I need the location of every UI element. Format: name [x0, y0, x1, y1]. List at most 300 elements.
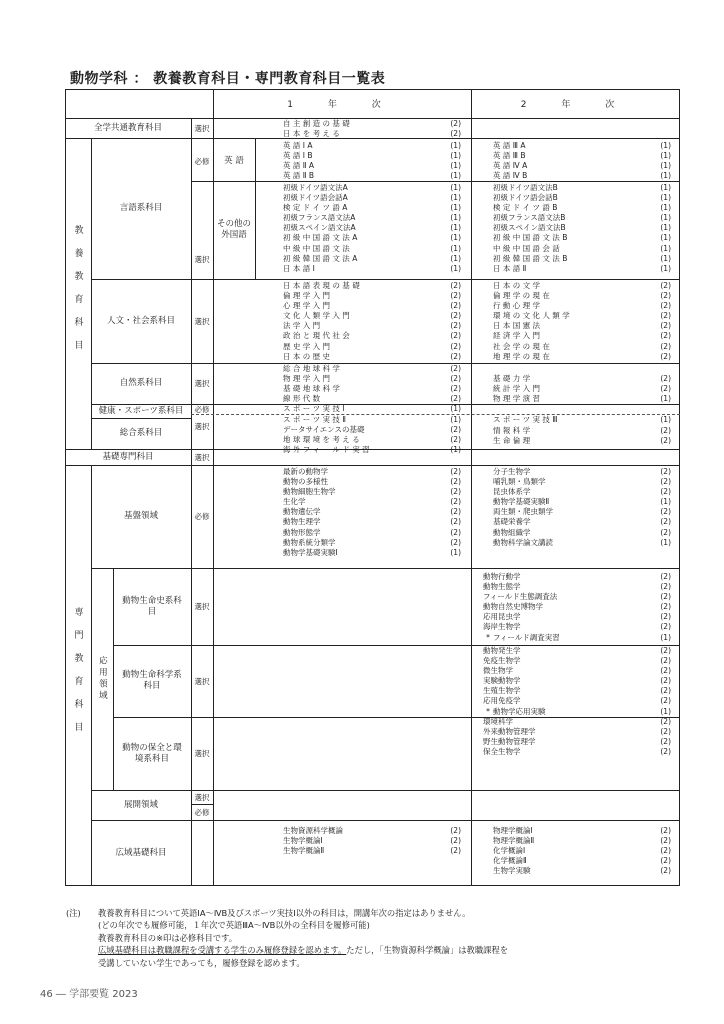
course-credit: (2) — [450, 497, 461, 507]
sub-divider — [255, 138, 256, 279]
course-credit: (2) — [450, 527, 461, 537]
course-row — [483, 686, 671, 696]
list-sogo-y1 — [283, 425, 461, 455]
course-credit: (2) — [450, 487, 461, 497]
course-credit: (2) — [660, 727, 671, 737]
list-kiban-y1 — [283, 467, 461, 558]
label-jinbun: 人文・社会系科目 — [106, 315, 175, 326]
course-row — [283, 507, 461, 517]
tag-sentaku: 選択 — [194, 379, 210, 388]
course-name: 英 語 Ⅱ A — [283, 161, 314, 171]
note-line: 教養教育科目について英語ⅠA～ⅣB及びスポーツ実技Ⅰ以外の科目は，開講年次の指定はありません。 — [98, 908, 471, 918]
course-name: 中 級 中 国 語 文 法 — [283, 243, 350, 253]
col-divider-years — [471, 89, 472, 886]
label-oyo: 応用領域 — [97, 656, 108, 702]
course-row — [283, 487, 461, 497]
course-credit: (2) — [660, 622, 671, 632]
course-credit: (1) — [450, 415, 461, 424]
tag-sentaku: 選択 — [194, 452, 210, 462]
course-credit: (2) — [450, 301, 461, 311]
course-credit: (2) — [660, 737, 671, 747]
course-credit: (2) — [660, 301, 671, 311]
list-koiki-y2 — [493, 826, 671, 876]
course-name: 情 報 科 学 — [493, 426, 531, 435]
course-row — [283, 244, 461, 254]
course-row — [283, 311, 461, 321]
course-row — [493, 528, 671, 538]
course-name: 英 語 Ⅳ B — [493, 171, 528, 181]
label-koiki: 広域基礎科目 — [115, 847, 167, 858]
course-name: 社 会 学 の 現 在 — [493, 341, 550, 351]
note-underlined: 広域基礎科目は教職課程を受講する学生のみ履修登録を認めます。 — [98, 945, 347, 956]
course-row — [283, 836, 461, 846]
label-kenko: 健康・スポーツ系科目 — [98, 405, 184, 416]
course-row — [283, 497, 461, 507]
course-row — [283, 129, 461, 139]
course-row — [493, 426, 671, 436]
list-kenko-sentaku-y2 — [493, 415, 671, 425]
course-row — [493, 436, 671, 446]
course-name: 初級ドイツ語会話A — [283, 193, 348, 203]
course-name: 実験動物学 — [483, 676, 521, 686]
list-shizen-y1 — [283, 364, 461, 404]
note-line: 受講していない学生であっても，履修登録を認めます。 — [98, 957, 305, 968]
course-name: 生化学 — [283, 497, 306, 507]
course-table — [65, 89, 680, 886]
course-row — [493, 836, 671, 846]
required-mark: * — [486, 632, 490, 642]
tag-sentaku: 選択 — [194, 254, 210, 264]
course-credit: (1) — [660, 161, 671, 171]
course-name: 生物資源科学概論 — [283, 826, 343, 835]
course-credit: (2) — [450, 374, 461, 384]
course-credit: (2) — [660, 602, 671, 612]
course-credit: (2) — [660, 846, 671, 856]
course-credit: (1) — [450, 243, 461, 253]
course-name: 経 済 学 入 門 — [493, 331, 541, 341]
course-name: 日 本 の 歴 史 — [283, 351, 331, 361]
label-seimeishi: 動物生命史系科目 — [122, 595, 182, 617]
course-row — [493, 517, 671, 527]
course-credit: (2) — [450, 826, 461, 835]
course-name: 動物発生学 — [483, 646, 521, 655]
list-seimeikagaku-y2 — [483, 646, 671, 717]
course-credit: (2) — [450, 281, 461, 290]
course-row — [493, 415, 671, 425]
course-row — [283, 203, 461, 213]
course-row — [493, 846, 671, 856]
list-kiban-y2 — [493, 467, 671, 548]
label-kiban: 基盤領域 — [123, 511, 158, 522]
course-name: 初級ドイツ語会話B — [493, 193, 558, 203]
course-name: 両生類・爬虫類学 — [493, 507, 553, 517]
course-credit: (1) — [450, 223, 461, 233]
course-name: 動物の多様性 — [283, 477, 328, 487]
course-row — [483, 737, 671, 747]
course-row — [283, 548, 461, 558]
page-title: 動物学科 ： 教養教育科目・専門教育科目一覧表 — [70, 71, 386, 87]
course-name: 海 外 フ ィ ー ル ド 実 習 — [283, 445, 370, 455]
course-row — [493, 203, 671, 213]
course-credit: (2) — [450, 119, 461, 128]
course-name: ス ポ ー ツ 実 技 Ⅰ — [283, 404, 345, 413]
course-credit: (2) — [660, 311, 671, 321]
course-name: 分子生物学 — [493, 467, 531, 476]
course-credit: (2) — [660, 507, 671, 517]
course-row — [493, 497, 671, 507]
course-row — [283, 528, 461, 538]
course-row — [283, 223, 461, 233]
course-name: 基礎栄養学 — [493, 517, 531, 527]
course-credit: (1) — [660, 243, 671, 253]
course-row — [283, 264, 461, 274]
course-credit: (2) — [450, 311, 461, 321]
course-name: 初 級 韓 国 語 文 法 A — [283, 253, 358, 263]
course-credit: (2) — [450, 507, 461, 517]
course-credit: (2) — [660, 592, 671, 602]
course-name: 保全生物学 — [483, 747, 521, 757]
course-credit: (1) — [660, 141, 671, 150]
list-kenko-sentaku-y1 — [283, 415, 461, 425]
tag-hisshu: 必修 — [194, 404, 210, 414]
course-credit: (1) — [660, 151, 671, 161]
course-row — [283, 425, 461, 435]
tag-hisshu: 必修 — [194, 512, 210, 521]
course-credit: (2) — [660, 281, 671, 290]
course-name: 初級フランス語文法A — [283, 213, 356, 223]
course-row — [283, 213, 461, 223]
course-row — [283, 517, 461, 527]
course-credit: (1) — [450, 183, 461, 192]
course-credit: (2) — [660, 331, 671, 341]
course-row — [493, 281, 671, 291]
course-credit: (2) — [450, 517, 461, 527]
course-credit: (2) — [660, 656, 671, 666]
course-name: 英 語 Ⅳ A — [493, 161, 528, 171]
course-name: 生物学概論Ⅰ — [283, 836, 323, 846]
course-name: フィールド生態調査法 — [483, 592, 558, 602]
course-row — [283, 364, 461, 374]
course-credit: (2) — [660, 321, 671, 331]
course-name: 日 本 国 憲 法 — [493, 321, 541, 331]
label-kiso-senmon: 基礎専門科目 — [102, 451, 154, 462]
course-row — [483, 646, 671, 656]
course-row — [493, 394, 671, 404]
course-name: 日 本 の 文 学 — [493, 281, 541, 290]
tag-hisshu: 必修 — [194, 156, 210, 166]
course-credit: (2) — [450, 836, 461, 846]
course-credit: (1) — [660, 415, 671, 424]
course-row — [493, 244, 671, 254]
course-row — [493, 171, 671, 181]
course-credit: (1) — [450, 161, 461, 171]
course-credit: (1) — [660, 537, 671, 547]
course-credit: (2) — [660, 351, 671, 361]
course-name: 日 本 語 表 現 の 基 礎 — [283, 281, 360, 290]
course-credit: (2) — [660, 384, 671, 394]
course-credit: (1) — [660, 632, 671, 642]
list-jinbun-y2 — [493, 281, 671, 362]
course-credit: (2) — [450, 846, 461, 856]
course-name: 初級スペイン語文法B — [493, 223, 566, 233]
course-row — [283, 233, 461, 243]
course-name: 初級ドイツ語文法B — [493, 183, 558, 192]
header-year2: 2 年 次 — [520, 100, 631, 110]
course-credit: (2) — [660, 856, 671, 866]
list-eigo-y2 — [493, 141, 671, 181]
course-credit: (1) — [660, 394, 671, 404]
course-name: 環境科学 — [483, 717, 513, 726]
tag-hisshu: 必修 — [194, 807, 210, 817]
course-credit: (2) — [450, 291, 461, 301]
course-row — [493, 223, 671, 233]
course-credit: (2) — [660, 826, 671, 835]
notes — [66, 907, 666, 969]
course-name: 動物学基礎実験Ⅰ — [283, 547, 338, 557]
course-row — [493, 311, 671, 321]
course-row — [283, 374, 461, 384]
course-row — [483, 612, 671, 622]
course-row — [283, 435, 461, 445]
course-name: 環 境 の 文 化 人 類 学 — [493, 311, 570, 321]
course-credit: (1) — [450, 253, 461, 263]
course-credit: (2) — [660, 612, 671, 622]
list-gaikoku-y1 — [283, 183, 461, 274]
course-row — [493, 538, 671, 548]
course-row — [493, 183, 671, 193]
course-row — [283, 183, 461, 193]
course-name: 化学概論Ⅱ — [493, 856, 527, 866]
course-row — [493, 301, 671, 311]
course-name: 動物遺伝学 — [283, 507, 321, 517]
course-name: 自 主 創 造 の 基 礎 — [283, 119, 350, 128]
page-footer: 46 ― 学部要覧 2023 — [40, 989, 138, 1000]
label-sonota: その他の外国語 — [216, 219, 251, 240]
course-credit: (1) — [660, 213, 671, 223]
course-name: フィールド調査実習 — [493, 632, 560, 642]
notes-label: (注) — [66, 908, 81, 918]
course-credit: (2) — [450, 435, 461, 445]
course-name: 海岸生物学 — [483, 622, 521, 632]
course-credit: (2) — [450, 467, 461, 476]
course-credit: (1) — [450, 445, 461, 455]
course-credit: (1) — [660, 706, 671, 716]
course-name: 英 語 Ⅲ A — [493, 141, 526, 150]
tag-sentaku: 選択 — [194, 676, 210, 686]
course-name: 初 級 中 国 語 文 法 A — [283, 233, 358, 243]
course-name: 生殖生物学 — [483, 686, 521, 696]
course-name: 動物自然史博物学 — [483, 602, 543, 612]
course-credit: (1) — [450, 404, 461, 413]
course-credit: (1) — [660, 171, 671, 181]
course-row — [493, 477, 671, 487]
course-credit: (2) — [660, 696, 671, 706]
course-name: 英 語 Ⅰ A — [283, 141, 313, 150]
course-row — [283, 404, 461, 414]
course-name: 検 定 ド イ ツ 語 A — [283, 203, 348, 213]
label-shizen: 自然系科目 — [119, 378, 163, 389]
course-row — [483, 707, 671, 717]
course-row — [493, 213, 671, 223]
course-credit: (1) — [660, 497, 671, 507]
course-credit: (1) — [450, 233, 461, 243]
course-row — [493, 161, 671, 171]
label-gengo: 言語系科目 — [119, 203, 163, 214]
course-name: 歴 史 学 入 門 — [283, 341, 331, 351]
course-name: 地 理 学 の 現 在 — [493, 351, 550, 361]
course-credit: (2) — [450, 394, 461, 404]
course-name: 物 理 学 演 習 — [493, 394, 541, 404]
course-name: 動物学基礎実験Ⅱ — [493, 497, 550, 507]
course-name: 応用昆虫学 — [483, 612, 521, 622]
list-eigo-y1 — [283, 141, 461, 181]
course-row — [283, 119, 461, 129]
course-credit: (2) — [660, 866, 671, 876]
course-credit: (1) — [450, 193, 461, 203]
course-name: 英 語 Ⅰ B — [283, 151, 313, 161]
label-sogo: 総合系科目 — [119, 428, 163, 439]
course-credit: (1) — [660, 233, 671, 243]
course-credit: (2) — [660, 836, 671, 846]
course-credit: (2) — [660, 686, 671, 696]
header-year1: 1 年 次 — [287, 100, 397, 110]
course-credit: (2) — [660, 374, 671, 383]
course-credit: (2) — [450, 341, 461, 351]
course-credit: (2) — [450, 351, 461, 361]
course-credit: (1) — [450, 263, 461, 273]
course-row — [283, 445, 461, 455]
course-name: 動物形態学 — [283, 527, 321, 537]
course-name: 英 語 Ⅱ B — [283, 171, 314, 181]
course-name: 基 礎 地 球 科 学 — [283, 384, 340, 394]
course-credit: (1) — [660, 193, 671, 203]
course-row — [493, 866, 671, 876]
tag-sentaku: 選択 — [194, 316, 210, 326]
course-name: 心 理 学 入 門 — [283, 301, 331, 311]
label-eigo: 英 語 — [224, 155, 244, 166]
course-row — [283, 352, 461, 362]
course-row — [483, 633, 671, 643]
course-name: 動物生態学 — [483, 582, 521, 592]
course-name: 動物学応用実験 — [493, 706, 546, 716]
course-row — [493, 374, 671, 384]
course-row — [493, 233, 671, 243]
course-credit: (2) — [450, 537, 461, 547]
list-seimeishi-y2 — [483, 572, 671, 643]
course-credit: (2) — [660, 676, 671, 686]
course-name: 化学概論Ⅰ — [493, 846, 526, 856]
course-row — [483, 622, 671, 632]
course-row — [483, 727, 671, 737]
course-name: 最新の動物学 — [283, 467, 328, 476]
course-name: 動物組織学 — [493, 527, 531, 537]
course-name: 動物行動学 — [483, 572, 521, 581]
course-credit: (2) — [660, 291, 671, 301]
list-kenko-hisshu-y1 — [283, 404, 461, 414]
label-hozen: 動物の保全と環境系科目 — [122, 742, 182, 764]
course-credit: (1) — [660, 263, 671, 273]
course-row — [493, 321, 671, 331]
required-mark: * — [486, 706, 490, 716]
course-row — [493, 291, 671, 301]
course-name: 法 学 入 門 — [283, 321, 321, 331]
course-row — [483, 696, 671, 706]
course-name: 応用免疫学 — [483, 696, 521, 706]
course-row — [493, 254, 671, 264]
course-name: 初 級 韓 国 語 文 法 B — [493, 253, 568, 263]
tag-divider — [191, 181, 213, 182]
course-row — [283, 291, 461, 301]
course-credit: (1) — [660, 223, 671, 233]
course-row — [483, 602, 671, 612]
course-name: 中 級 中 国 語 会 話 — [493, 243, 560, 253]
course-row — [483, 592, 671, 602]
course-row — [483, 582, 671, 592]
course-name: 生物学概論Ⅱ — [283, 846, 325, 856]
course-credit: (2) — [660, 487, 671, 497]
list-jinbun-y1 — [283, 281, 461, 362]
course-row — [493, 384, 671, 394]
course-credit: (2) — [660, 582, 671, 592]
list-gaikoku-y2 — [493, 183, 671, 274]
tag-sentaku: 選択 — [194, 749, 210, 758]
course-row — [493, 193, 671, 203]
label-tenkai: 展開領域 — [123, 799, 158, 810]
note-line: ただし，「生物資源科学概論」は教職課程を — [346, 945, 509, 956]
course-credit: (2) — [450, 384, 461, 394]
course-row — [283, 161, 461, 171]
list-sogo-y2 — [493, 426, 671, 446]
course-row — [493, 507, 671, 517]
tag-sentaku: 選択 — [194, 792, 210, 802]
course-row — [283, 846, 461, 856]
course-credit: (1) — [450, 213, 461, 223]
course-name: 総 合 地 球 科 学 — [283, 364, 340, 373]
course-credit: (1) — [660, 183, 671, 192]
course-row — [283, 415, 461, 425]
course-row — [283, 467, 461, 477]
course-credit: (2) — [450, 331, 461, 341]
course-name: 生物学実験 — [493, 866, 531, 876]
course-name: 日 本 を 考 え る — [283, 129, 340, 139]
course-name: ス ポ ー ツ 実 技 Ⅲ — [493, 415, 558, 424]
course-row — [493, 487, 671, 497]
course-name: 地 球 環 境 を 考 え る — [283, 435, 360, 445]
course-credit: (1) — [660, 203, 671, 213]
course-row — [283, 342, 461, 352]
course-credit: (2) — [450, 321, 461, 331]
label-zenkyotsu: 全学共通教育科目 — [93, 122, 162, 133]
course-name: 物 理 学 入 門 — [283, 374, 331, 384]
course-row — [283, 281, 461, 291]
course-name: 微生物学 — [483, 666, 513, 676]
course-credit: (2) — [450, 477, 461, 487]
course-name: 初 級 中 国 語 文 法 B — [493, 233, 568, 243]
course-row — [283, 141, 461, 151]
course-row — [483, 572, 671, 582]
note-line: (どの年次でも履修可能，１年次で英語ⅢA～ⅣB以外の全科目を履修可能) — [98, 920, 370, 931]
course-row — [283, 826, 461, 836]
note-line: 教養教育科目の※印は必修科目です。 — [98, 932, 238, 943]
course-row — [483, 666, 671, 676]
course-credit: (1) — [450, 151, 461, 161]
course-name: 初級フランス語文法B — [493, 213, 566, 223]
course-row — [283, 384, 461, 394]
course-row — [493, 342, 671, 352]
course-name: 行 動 心 理 学 — [493, 301, 541, 311]
tag-sentaku: 選択 — [194, 602, 210, 611]
course-row — [493, 151, 671, 161]
